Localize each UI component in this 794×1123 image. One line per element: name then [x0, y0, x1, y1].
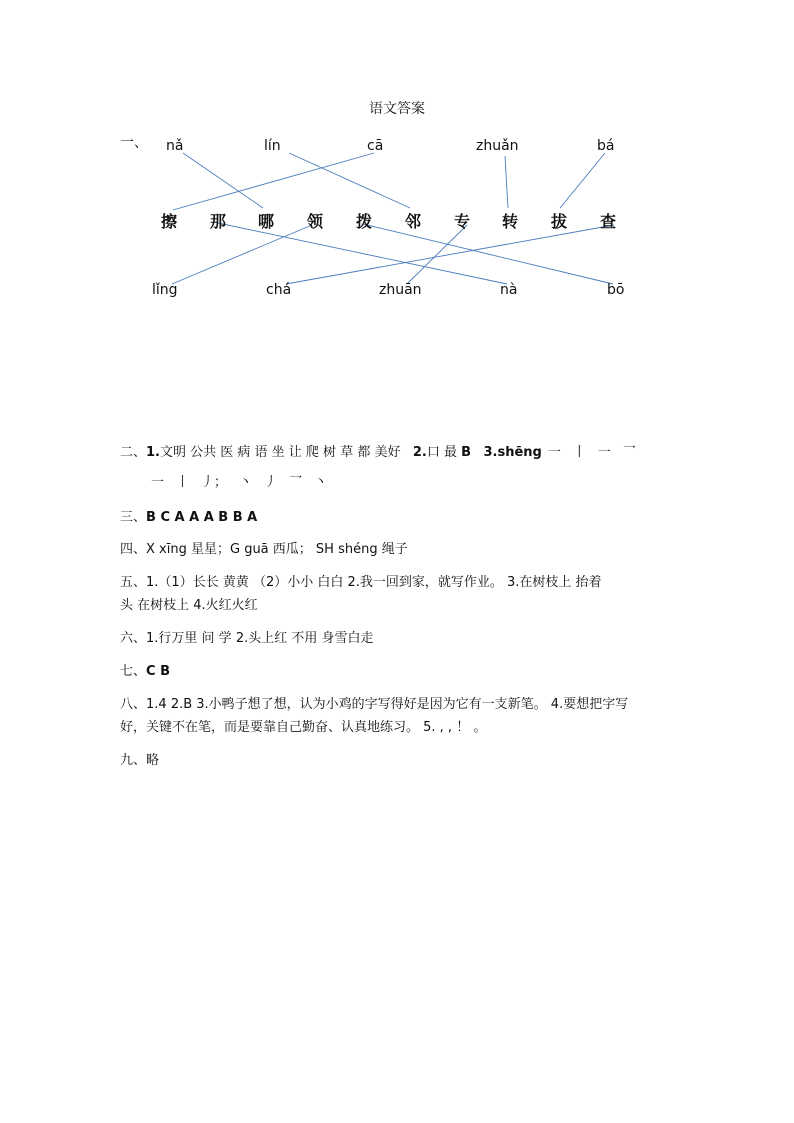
match-line-ling — [172, 225, 312, 284]
stroke-9: 丿 — [264, 475, 278, 490]
match-line-ca — [173, 153, 374, 210]
section-8-line-1-text: 1.4 2.B 3.小鸭子想了想，认为小鸡的字写得好是因为它有一支新笔。 4.要想把字写 — [146, 697, 629, 712]
match-line-cha — [286, 225, 614, 284]
char-1: 擦 — [161, 212, 178, 231]
section-8-line-2-text: 好，关键不在笔，而是要靠自己勤奋、认真地练习。 5. , , ！ 。 — [120, 720, 487, 735]
section-2-line-1 — [120, 441, 642, 460]
char-6: 邻 — [405, 212, 422, 231]
match-line-lin — [289, 153, 410, 208]
stroke-2: 丨 — [572, 445, 586, 460]
match-line-zhuan1 — [407, 225, 467, 284]
section-2-p1-num: 1. — [146, 445, 160, 460]
section-4 — [120, 538, 408, 557]
match-line-ba — [560, 153, 605, 208]
bottom-pinyin-1: lǐng — [152, 282, 178, 298]
section-7-answer: C B — [146, 664, 170, 679]
bottom-pinyin-5: bō — [607, 282, 625, 298]
stroke-10: 乛 — [289, 475, 303, 490]
match-line-bo — [363, 224, 613, 284]
section-2-p3-text: shēng — [497, 445, 542, 460]
section-9 — [120, 749, 159, 768]
section-6 — [120, 627, 373, 646]
char-2: 那 — [210, 212, 227, 231]
char-3: 哪 — [258, 212, 275, 231]
page-title: 语文答案 — [369, 101, 425, 117]
section-5-line-1 — [120, 571, 602, 590]
section-2-p1-words: 文明 公共 医 病 语 坐 让 爬 树 草 都 美好 — [160, 445, 401, 460]
section-5-line-1-text: 1.（1）长长 黄黄 （2）小小 白白 2.我一回到家，就写作业。 3.在树枝上 抬着 — [146, 575, 602, 590]
char-5: 拨 — [356, 212, 373, 231]
section-4-text: X xīng 星星；G guā 西瓜； SH shéng 绳子 — [146, 542, 408, 557]
section-2-p2-answer: B — [461, 445, 472, 460]
match-line-na3 — [183, 153, 263, 208]
match-line-na4 — [218, 223, 507, 284]
section-8-label: 八、 — [120, 697, 147, 712]
section-3-answer: B C A A A B B A — [146, 510, 258, 525]
section-8-line-1 — [120, 693, 628, 712]
section-7 — [120, 660, 170, 679]
bottom-pinyin-2: chá — [266, 282, 292, 298]
bottom-pinyin-3: zhuān — [379, 282, 422, 298]
stroke-1: 一 — [547, 445, 561, 460]
section-5-label: 五、 — [120, 575, 147, 590]
section-2-label: 二、 — [120, 445, 147, 460]
section-9-label: 九、 — [120, 753, 147, 768]
top-pinyin-4: zhuǎn — [476, 138, 519, 154]
char-8: 转 — [502, 212, 519, 231]
section-5-line-2-text: 头 在树枝上 4.火红火红 — [120, 598, 258, 613]
stroke-11: 丶 — [314, 475, 328, 490]
char-7: 专 — [454, 212, 471, 231]
section-2-p2-text: 口 最 — [426, 445, 457, 460]
stroke-6: 丨 — [176, 475, 190, 490]
section-3-label: 三、 — [120, 510, 147, 525]
section-8-line-2 — [120, 716, 486, 735]
top-pinyin-5: bá — [597, 138, 615, 154]
section-7-label: 七、 — [120, 664, 147, 679]
section-1-label: 一、 — [120, 135, 148, 151]
top-pinyin-1: nǎ — [166, 138, 184, 154]
stroke-4: 乛 — [622, 445, 636, 460]
stroke-5: 一 — [151, 475, 165, 490]
section-2-line-2 — [145, 471, 333, 490]
stroke-7: 丿； — [201, 475, 228, 490]
stroke-8: 丶 — [239, 475, 253, 490]
match-line-zhuan3 — [505, 156, 508, 208]
char-10: 查 — [600, 212, 617, 231]
section-3 — [120, 506, 257, 525]
char-4: 领 — [307, 212, 324, 231]
section-5-line-2 — [120, 594, 258, 613]
section-4-label: 四、 — [120, 542, 147, 557]
section-9-text: 略 — [146, 753, 160, 768]
section-2-p2-num: 2. — [412, 445, 427, 460]
top-pinyin-2: lín — [264, 138, 281, 154]
stroke-3: 一 — [597, 445, 611, 460]
char-9: 拔 — [551, 212, 568, 231]
section-6-text: 1.行万里 问 学 2.头上红 不用 身雪白走 — [146, 631, 374, 646]
section-2-p3-num: 3. — [483, 445, 498, 460]
top-pinyin-3: cā — [367, 138, 384, 154]
bottom-pinyin-4: nà — [500, 282, 518, 298]
section-6-label: 六、 — [120, 631, 147, 646]
